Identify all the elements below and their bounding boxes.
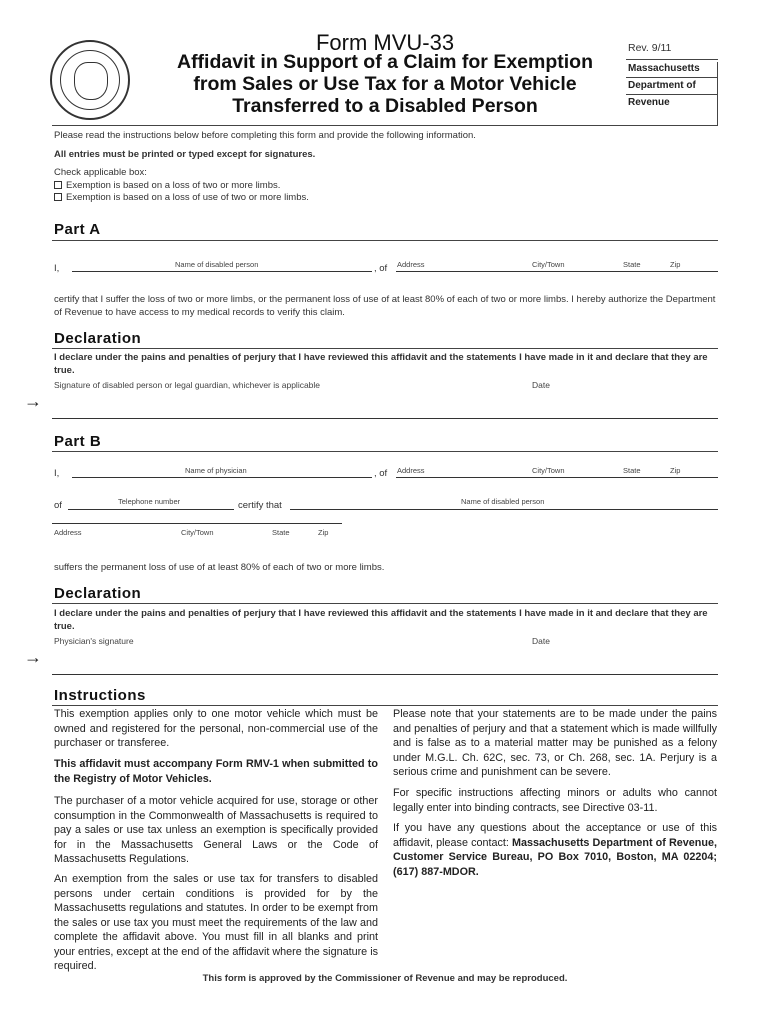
part-a-certify-text: certify that I suffer the loss of two or more limbs, or the permanent loss of use of at least 80% of each of two or more limbs. I hereby authorize the Department of Revenue to have access to my medical records to verify this claim. — [54, 294, 716, 318]
section-divider — [52, 348, 718, 349]
dor-seal-icon — [50, 40, 130, 120]
address-label: Address — [397, 260, 425, 269]
disabled-person-signature-field[interactable] — [52, 418, 718, 419]
zip-label: Zip — [318, 528, 329, 537]
physician-address-field[interactable] — [396, 477, 718, 478]
physician-name-field[interactable] — [72, 477, 372, 478]
i-label: I, — [54, 263, 60, 274]
zip-label: Zip — [670, 466, 681, 475]
declaration-b-text: I declare under the pains and penalties of perjury that I have reviewed this affidavit and the statements I have made in it and declare that they are true. — [54, 608, 708, 632]
contact-intro: If you have any questions about the acceptance or use of this affidavit, please contact: — [393, 822, 717, 849]
physician-signature-field[interactable] — [52, 674, 718, 675]
arrow-right-icon: → — [24, 647, 42, 667]
state-label: State — [623, 260, 641, 269]
city-label: City/Town — [532, 260, 565, 269]
i-label: I, — [54, 468, 60, 479]
read-instructions: Please read the instructions below before completing this form and provide the following information. — [54, 130, 476, 141]
disabled-person-address-field[interactable] — [396, 271, 718, 272]
instruction-contact — [393, 821, 717, 879]
agency-line: Massachusetts — [628, 63, 700, 74]
section-divider — [52, 240, 718, 241]
declaration-a-text: I declare under the pains and penalties of perjury that I have reviewed this affidavit and the statements I have made in it and declare that they are true. — [54, 352, 708, 376]
instruction-paragraph: This exemption applies only to one motor vehicle which must be owned and registered for the personal, non-commercial use of the purchaser or transferee. — [54, 708, 378, 749]
section-divider — [52, 603, 718, 604]
entries-note: All entries must be printed or typed except for signatures. — [54, 149, 316, 160]
title-line: Transferred to a Disabled Person — [232, 95, 538, 117]
divider — [626, 94, 718, 95]
option-use-of-limbs[interactable] — [54, 192, 309, 203]
of-label: , of — [374, 263, 388, 274]
disabled-name-label: Name of disabled person — [461, 497, 545, 506]
part-a-heading: Part A — [54, 221, 101, 238]
section-divider — [52, 705, 718, 706]
form-title — [170, 51, 600, 117]
instruction-paragraph: Please note that your statements are to be made under the pains and penalties of perjury and that a statement which is made willfully and is false as to a material matter may be punished as a felony under M.G.L. Ch. 62C, sec. 73, or Ch. 268, sec. 1A. Perjury is a serious crime and punishment can be severe. — [393, 708, 717, 778]
limbs-checkbox[interactable] — [54, 181, 62, 189]
date-label: Date — [532, 380, 550, 390]
instructions-heading: Instructions — [54, 687, 146, 704]
state-label: State — [623, 466, 641, 475]
declaration-a-heading: Declaration — [54, 330, 142, 347]
agency-line: Revenue — [628, 97, 670, 108]
date-label: Date — [532, 636, 550, 646]
instruction-paragraph: This affidavit must accompany Form RMV-1 when submitted to the Registry of Motor Vehicles. — [54, 758, 378, 785]
section-divider — [52, 451, 718, 452]
arrow-right-icon: → — [24, 391, 42, 411]
header-rule — [717, 62, 718, 126]
signature-label: Signature of disabled person or legal guardian, whichever is applicable — [54, 380, 321, 390]
form-number: Form MVU-33 — [315, 30, 455, 55]
of-label: of — [54, 500, 62, 511]
option-limbs[interactable] — [54, 180, 280, 191]
telephone-label: Telephone number — [118, 497, 181, 506]
physician-signature-label: Physician's signature — [54, 636, 134, 646]
option-label: Exemption is based on a loss of two or more limbs. — [66, 180, 281, 191]
certify-label: certify that — [238, 500, 282, 511]
declaration-b-heading: Declaration — [54, 585, 142, 602]
disabled-person-name-field-b[interactable] — [290, 509, 718, 510]
option-label: Exemption is based on a loss of use of two or more limbs. — [66, 192, 309, 203]
use-of-limbs-checkbox[interactable] — [54, 193, 62, 201]
zip-label: Zip — [670, 260, 681, 269]
name-label: Name of disabled person — [175, 260, 259, 269]
address-label: Address — [54, 528, 82, 537]
city-label: City/Town — [181, 528, 214, 537]
divider — [626, 77, 718, 78]
instruction-paragraph: An exemption from the sales or use tax for transfers to disabled persons under certain conditions is provided for by the Massachusetts regulations and statutes. In order to be exempt from the sales or use tax you must meet the requirements of the law and complete the affidavit above. You must fill in all blanks and print your entries, except at the end of the affidavit where the signature is required. — [54, 873, 378, 972]
part-b-heading: Part B — [54, 433, 102, 450]
title-line: Affidavit in Support of a Claim for Exemption — [176, 51, 593, 73]
check-label: Check applicable box: — [54, 167, 147, 178]
contact-address: Massachusetts Department of Revenue, Customer Service Bureau, PO Box 7010, Boston, MA 02204; (617) 887-MDOR. — [393, 836, 717, 878]
title-line: from Sales or Use Tax for a Motor Vehicle — [193, 73, 577, 95]
instruction-paragraph: The purchaser of a motor vehicle acquired for use, storage or other consumption in the Commonwealth of Massachusetts is required to pay a sales or use tax unless an exemption is specifically provided for in the Massachusetts General Laws or the Code of Massachusetts Regulations. — [54, 795, 378, 865]
physician-name-label: Name of physician — [185, 466, 247, 475]
instruction-paragraph: For specific instructions affecting minors or adults who cannot legally enter into binding contracts, see Directive 03-11. — [393, 787, 717, 814]
divider — [626, 59, 718, 60]
address-label: Address — [397, 466, 425, 475]
telephone-field[interactable] — [68, 509, 234, 510]
revision-date: Rev. 9/11 — [628, 42, 672, 54]
header-divider — [52, 125, 718, 126]
footer-note: This form is approved by the Commissioner of Revenue and may be reproduced. — [202, 973, 568, 984]
disabled-person-address-field-b[interactable] — [52, 523, 342, 524]
part-b-suffers-text: suffers the permanent loss of use of at least 80% of each of two or more limbs. — [54, 562, 385, 573]
city-label: City/Town — [532, 466, 565, 475]
state-label: State — [272, 528, 290, 537]
disabled-person-name-field[interactable] — [72, 271, 372, 272]
of-label: , of — [374, 468, 388, 479]
agency-line: Department of — [628, 80, 696, 91]
